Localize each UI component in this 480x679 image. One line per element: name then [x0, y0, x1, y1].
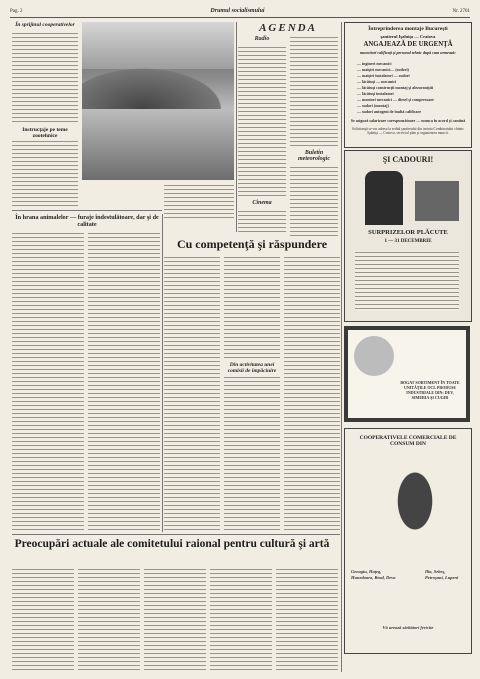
- article-text: [276, 568, 338, 672]
- header-rule: [10, 17, 470, 18]
- job-item: — lăcătuşi instalatori: [357, 91, 394, 96]
- woman-illustration: [375, 457, 455, 567]
- article-text: [284, 256, 340, 530]
- product-illustration: [354, 336, 394, 376]
- surprize-title: SURPRIZELOR PLĂCUTE: [368, 229, 448, 236]
- article-text: [144, 568, 206, 672]
- angajeaza-title: ANGAJEAZĂ DE URGENŢĂ: [363, 41, 453, 48]
- radio-program: [238, 46, 286, 198]
- article-text: [12, 232, 84, 532]
- footer-urari: Vă urează sărbători fericite: [382, 625, 434, 630]
- gift-box-illustration: [415, 181, 459, 221]
- muncitori-line: muncitori calificaţi şi personal tehnic după cum urmează:: [360, 50, 456, 55]
- cinema-text: [238, 210, 286, 234]
- headline-competenta: Cu competenţă şi răspundere: [176, 237, 328, 251]
- article-text: [12, 140, 78, 208]
- issue-number: Nr. 2701: [452, 8, 470, 14]
- products-ad: [344, 326, 470, 422]
- article-text: [224, 376, 280, 530]
- page-header: [10, 6, 470, 16]
- job-item: — montori mecanici — diesel şi compresoare: [357, 97, 434, 102]
- subheading-comisie: Din activitatea unei comisii de împăciuire: [227, 362, 277, 374]
- gift-ad-text: [355, 251, 459, 311]
- job-item: — maiştri instalatori — sudori: [357, 73, 410, 78]
- cinema-heading: Cinema: [252, 200, 272, 206]
- headline-preocupari: Preocupări actuale ale comitetului raional pentru cultură şi artă: [14, 538, 330, 550]
- article-text: [210, 568, 272, 672]
- divider: [236, 22, 237, 232]
- radio-heading: Radio: [254, 36, 270, 42]
- job-item: — sudori autogeni de înaltă calificare: [357, 109, 422, 114]
- divider: [12, 210, 162, 211]
- winter-photo: [82, 22, 234, 180]
- headline-furaje: În hrana animalelor — furaje îndestulătoare, dar şi de calitate: [15, 214, 159, 228]
- cooperative-title: COOPERATIVELE COMERCIALE DE CONSUM DIN: [359, 435, 457, 447]
- towns-left: Geoagiu, Haţeg, Hunedoara, Brad, Deva: [351, 569, 396, 580]
- page-number: Pag. 2: [10, 8, 23, 14]
- meteo-text: [290, 166, 338, 236]
- salary-note: Se asigură salarizare corespunzătoare — munca în acord şi cantină: [350, 118, 466, 123]
- headline-instructaje: Instrucţaje pe teme zootehnice: [22, 127, 68, 139]
- job-item: — ingineri mecanici: [357, 61, 392, 66]
- towns-right: Ilia, Sebeş, Petroşani, Lupeni: [425, 569, 459, 580]
- job-ad: [344, 22, 472, 148]
- job-item: — sudori (montaj): [357, 103, 389, 108]
- article-text: [78, 568, 140, 672]
- article-text: [88, 232, 160, 532]
- enterprise-name: Întreprinderea montaje Bucureşti: [368, 26, 448, 32]
- surprize-dates: 1 — 31 DECEMBRIE: [384, 239, 432, 244]
- article-text: [164, 256, 220, 530]
- divider: [12, 534, 340, 535]
- gift-ad: [344, 150, 472, 322]
- contact-note: Solicitanţii se vor adresa la sediul şantierului din incinta Combinatului chimic Işalniţa — Craiova, serviciul plan şi organizarea muncii.: [352, 127, 464, 136]
- divider: [162, 214, 163, 532]
- agenda-title: AGENDA: [259, 22, 317, 34]
- article-text: [12, 32, 78, 124]
- article-text: [12, 568, 74, 672]
- meteo-heading: Buletin meteorologic: [298, 150, 330, 162]
- headline-cooperative: În sprijinul cooperativelor: [15, 22, 75, 28]
- job-item: — lăcătuşi construcţii montaj şi alezoraniştii: [357, 85, 434, 90]
- divider: [341, 22, 342, 672]
- photo-caption-text: [164, 184, 234, 220]
- person-illustration: [365, 171, 403, 225]
- article-text: [224, 256, 280, 360]
- program-text: [290, 36, 338, 146]
- job-item: — lăcătuşi — mecanici: [357, 79, 397, 84]
- job-item: — maiştri mecanici— (sudori): [357, 67, 409, 72]
- santier-name: şantierul Işalniţa — Craiova: [380, 34, 436, 39]
- asortiment-text: BOGAT SORTIMENT ÎN TOATE UNITĂŢILE OCL PRODUSE INDUSTRIALE DIN: DEV, SIMERIA ŞI CUGIR: [400, 380, 460, 400]
- cadouri-title: ŞI CADOURI!: [382, 155, 434, 164]
- cooperative-ad: [344, 428, 472, 654]
- masthead: Drumul socialismului: [210, 8, 265, 14]
